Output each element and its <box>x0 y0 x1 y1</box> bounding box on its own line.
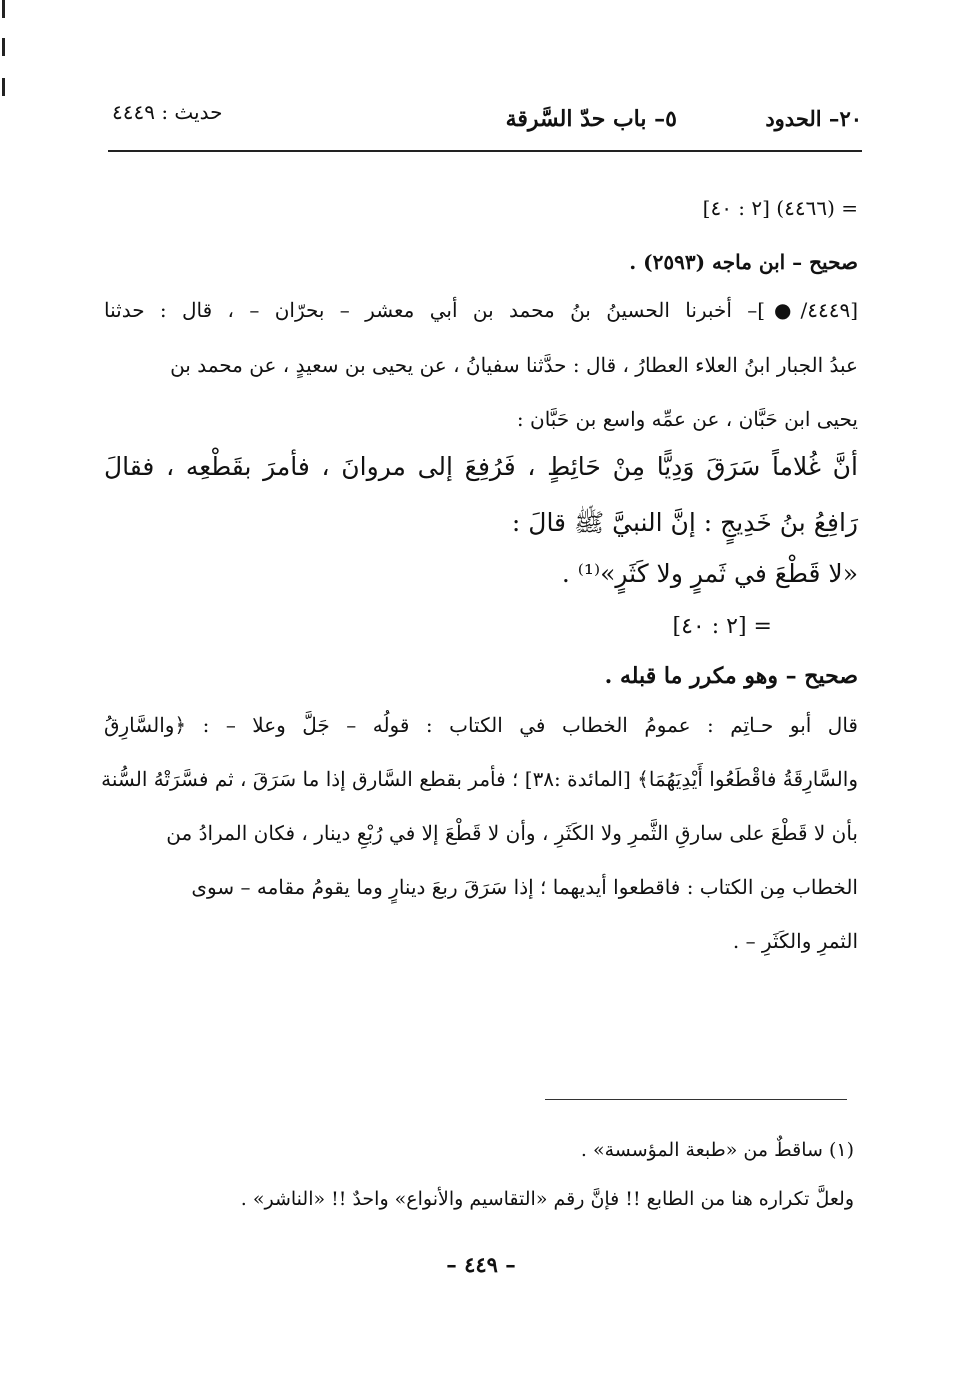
running-header-hadith-ref: حديث : ٤٤٤٩ <box>112 100 223 124</box>
page-number: – ٤٤٩ – <box>446 1252 516 1277</box>
commentary-line-1: قال أبو حـاتِم : عمومُ الخطاب في الكتاب : قولُه – جَلَّ وعلا – : ﴿والسَّارِقُ <box>104 713 858 737</box>
matn-line-3: «لا قَطْعَ في ثَمرٍ ولا كَثَرٍ»⁽¹⁾ . <box>561 559 858 588</box>
header-divider <box>108 150 862 152</box>
isnad-line-1: [٤٤٤٩/●]– أخبرنا الحسينُ بنُ محمد بن أبي معشر – بحرّان – ، قال : حدثنا <box>104 298 858 322</box>
commentary-line-3: بأن لا قَطْعَ على سارقِ الثَّمرِ ولا الكَثَرِ ، وأن لا قَطْعَ إلا في رُبْعِ دينار ، فكان المرادُ من <box>166 821 858 845</box>
isnad-line-2: عبدُ الجبار ابنُ العلاء العطارُ ، قال : حدَّثنا سفيانُ ، عن يحيى بن سعيدٍ ، عن محمد بن <box>170 353 858 377</box>
previous-hadith-reference: = (٤٤٦٦) [٢ : ٤٠] <box>702 196 858 220</box>
hadith-grade: صحيح – وهو مكرر ما قبله . <box>604 663 858 689</box>
commentary-line-4: الخطاب مِن الكتاب : فاقطعوا أيديهما ؛ إذا سَرَقَ ربعَ دينارٍ وما يقومُ مقامه – سوى <box>191 875 858 899</box>
matn-line-1: أنَّ غُلاماً سَرَقَ وَدِيًّا مِنْ حَائِطٍ ، فَرُفِعَ إلى مروانَ ، فأمرَ بقَطْعِه ، فقالَ <box>104 452 858 481</box>
previous-hadith-grade: صحيح – ابن ماجه (٢٥٩٣) . <box>629 250 858 274</box>
footnote-divider <box>545 1099 847 1100</box>
commentary-line-5: الثمرِ والكَثَرِ – . <box>732 929 858 953</box>
footnote-2: ولعلَّ تكراره هنا من الطابع !! فإنَّ رقم «التقاسيم والأنواع» واحدٌ !! «الناشر» . <box>240 1188 854 1210</box>
isnad-line-3: يحيى ابن حَبَّان ، عن عمِّه واسع بن حَبَّان : <box>516 407 858 431</box>
running-header-chapter: ٥– باب حدّ السَّرقة <box>505 106 677 132</box>
matn-line-2: رَافِعُ بنُ خَدِيجٍ : إنَّ النبيَّ ﷺ قالَ : <box>511 508 858 537</box>
footnote-1: (١) ساقطٌ من «طبعة المؤسسة» . <box>580 1139 854 1161</box>
commentary-line-2: والسَّارِقَةُ فاقْطَعُوا أَيْدِيَهُمَا﴾ [المائدة :٣٨] ؛ فأمر بقطع السَّارق إذا ما سَرَقَ ، ثم فسَّرَتْهُ السُّنة <box>101 767 858 791</box>
running-header-book-section: ٢٠– الحدود <box>765 106 862 131</box>
hadith-reference: = [٢ : ٤٠] <box>672 614 772 639</box>
